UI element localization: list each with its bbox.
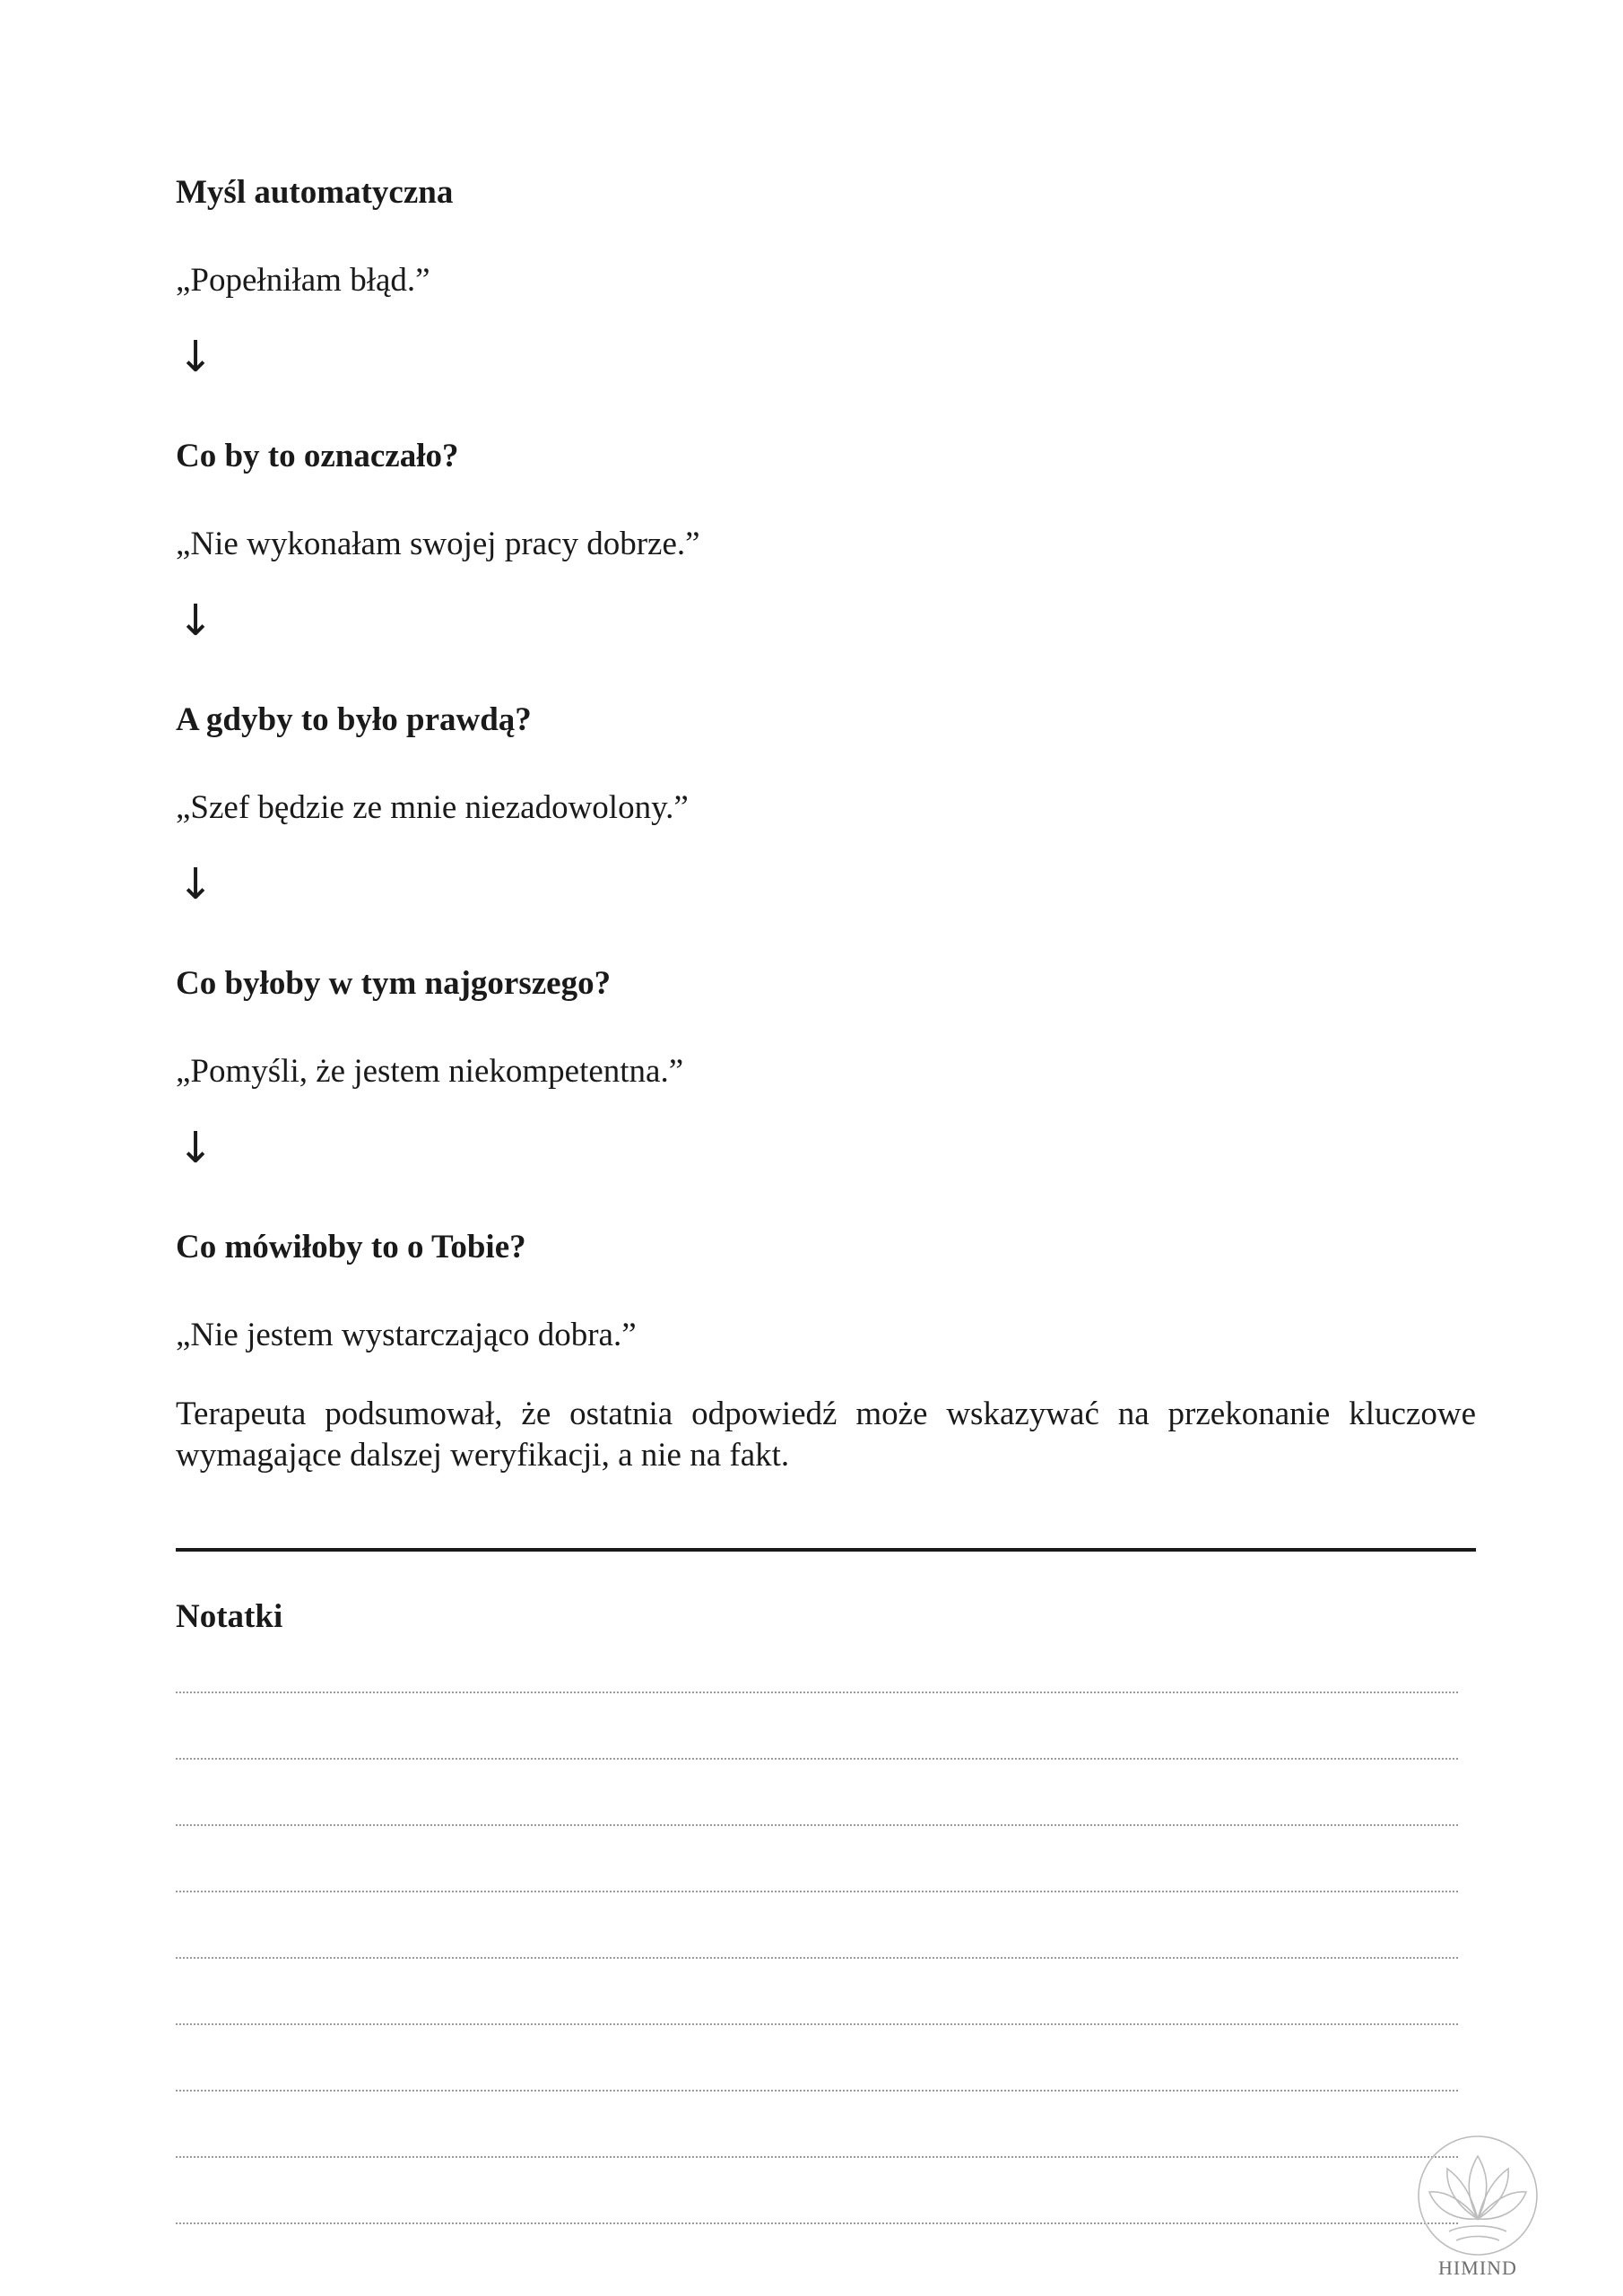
down-arrow-icon: ↓ (178, 859, 214, 909)
downward-arrow-technique (176, 170, 1476, 1509)
step-answer-2: „Nie wykonałam swojej pracy dobrze.” (176, 526, 700, 562)
note-line[interactable] (176, 1957, 1458, 1959)
logo-text: HIMIND (1438, 2257, 1517, 2279)
step-heading-5: Co mówiłoby to o Tobie? (176, 1229, 526, 1265)
note-line[interactable] (176, 1824, 1458, 1826)
down-arrow-icon: ↓ (178, 596, 214, 646)
step-heading-2: Co by to oznaczało? (176, 438, 459, 474)
step-answer-5: „Nie jestem wystarczająco dobra.” (176, 1317, 637, 1353)
note-line[interactable] (176, 1692, 1458, 1693)
step-heading-1: Myśl automatyczna (176, 174, 454, 211)
step-answer-4: „Pomyśli, że jestem niekompetentna.” (176, 1053, 684, 1090)
notes-title: Notatki (176, 1598, 283, 1635)
step-heading-3: A gdyby to było prawdą? (176, 701, 532, 738)
note-line[interactable] (176, 2023, 1458, 2025)
therapist-summary: Terapeuta podsumował, że ostatnia odpowiedź może wskazywać na przekonanie kluczowe wymagające dalszej weryfikacji, a nie na fakt. (176, 1396, 1476, 1474)
step-heading-4: Co byłoby w tym najgorszego? (176, 965, 612, 1002)
section-divider (176, 1548, 1476, 1552)
note-line[interactable] (176, 2156, 1458, 2158)
note-line[interactable] (176, 2090, 1458, 2092)
note-line[interactable] (176, 1758, 1458, 1760)
lotus-logo-icon (1413, 2131, 1542, 2260)
note-line[interactable] (176, 1891, 1458, 1892)
step-answer-3: „Szef będzie ze mnie niezadowolony.” (176, 789, 689, 826)
step-answer-1: „Popełniłam błąd.” (176, 262, 430, 299)
down-arrow-icon: ↓ (178, 332, 214, 382)
down-arrow-icon: ↓ (178, 1123, 214, 1173)
note-line[interactable] (176, 2222, 1458, 2224)
